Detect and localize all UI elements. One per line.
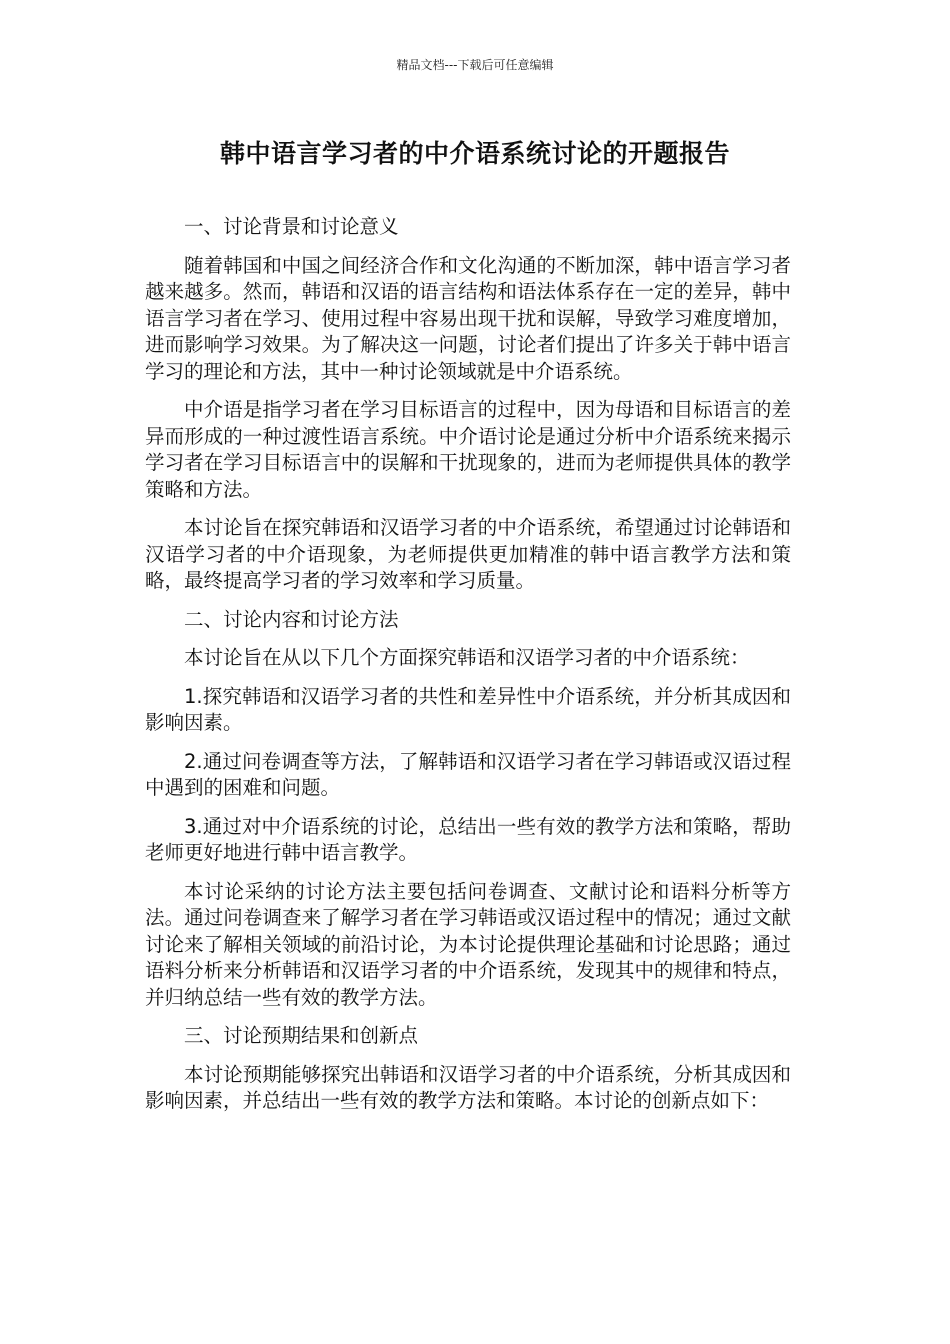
- section-3-paragraph-1: 本讨论预期能够探究出韩语和汉语学习者的中介语系统，分析其成因和影响因素，并总结出一些有效的教学方法和策略。本讨论的创新点如下：: [145, 1062, 791, 1112]
- document-title: 韩中语言学习者的中介语系统讨论的开题报告: [219, 139, 730, 168]
- section-1-paragraph-1: 随着韩国和中国之间经济合作和文化沟通的不断加深，韩中语言学习者越来越多。然而，韩语和汉语的语言结构和语法体系存在一定的差异，韩中语言学习者在学习、使用过程中容易出现干扰和误解，导致学习难度增加，进而影响学习效果。为了解决这一问题，讨论者们提出了许多关于韩中语言学习的理论和方法，其中一种讨论领域就是中介语系统。: [145, 253, 791, 383]
- section-1-paragraph-3: 本讨论旨在探究韩语和汉语学习者的中介语系统，希望通过讨论韩语和汉语学习者的中介语现象，为老师提供更加精准的韩中语言教学方法和策略，最终提高学习者的学习效率和学习质量。: [145, 516, 791, 592]
- section-2-methods: 本讨论采纳的讨论方法主要包括问卷调查、文献讨论和语料分析等方法。通过问卷调查来了解学习者在学习韩语或汉语过程中的情况；通过文献讨论来了解相关领域的前沿讨论，为本讨论提供理论基础和讨论思路；通过语料分析来分析韩语和汉语学习者的中介语系统，发现其中的规律和特点，并归纳总结一些有效的教学方法。: [145, 879, 791, 1009]
- section-2-item-3: 3.通过对中介语系统的讨论，总结出一些有效的教学方法和策略，帮助老师更好地进行韩中语言教学。: [145, 814, 791, 864]
- section-2-item-1: 1.探究韩语和汉语学习者的共性和差异性中介语系统，并分析其成因和影响因素。: [145, 684, 791, 734]
- section-2-item-2: 2.通过问卷调查等方法，了解韩语和汉语学习者在学习韩语或汉语过程中遇到的困难和问题。: [145, 749, 791, 799]
- section-1-paragraph-2: 中介语是指学习者在学习目标语言的过程中，因为母语和目标语言的差异而形成的一种过渡性语言系统。中介语讨论是通过分析中介语系统来揭示学习者在学习目标语言中的误解和干扰现象的，进而为老师提供具体的教学策略和方法。: [145, 398, 791, 501]
- section-2-intro: 本讨论旨在从以下几个方面探究韩语和汉语学习者的中介语系统：: [184, 646, 750, 669]
- page-header: 精品文档---下载后可任意编辑: [396, 58, 554, 72]
- document-body: [145, 214, 791, 1127]
- section-1-heading: 一、讨论背景和讨论意义: [184, 215, 399, 238]
- section-3-heading: 三、讨论预期结果和创新点: [184, 1024, 419, 1047]
- section-2-heading: 二、讨论内容和讨论方法: [184, 607, 399, 631]
